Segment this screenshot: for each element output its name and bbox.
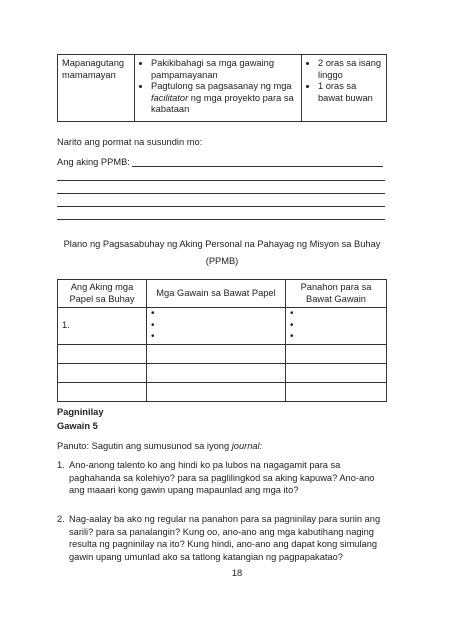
bullet: • <box>151 319 155 331</box>
italic-term: facilitator <box>151 92 189 103</box>
answer-line <box>57 219 385 220</box>
ppmb-label: Ang aking PPMB: <box>57 157 130 167</box>
question-2 <box>57 513 387 563</box>
activity-bullets-cell <box>147 308 286 345</box>
list-item: • 1 oras sa bawat buwan <box>318 81 382 104</box>
activity-title: Gawain 5 <box>57 421 98 431</box>
bullet: • <box>151 308 155 319</box>
times-list <box>306 58 382 104</box>
activities-cell <box>135 55 302 122</box>
answer-line <box>57 193 385 194</box>
answer-line <box>57 180 385 181</box>
plan-title: Plano ng Pagsasabuhay ng Aking Personal na Pahayag ng Misyon sa Buhay (PPMB) <box>63 239 381 266</box>
table-row <box>58 308 387 345</box>
row-number-cell: 1. <box>58 308 147 345</box>
time-bullets-cell <box>286 308 387 345</box>
bullet: • <box>290 319 294 331</box>
question-1 <box>57 459 387 497</box>
table-header-row <box>58 280 387 308</box>
list-item: • Pagtulong sa pagsasanay ng mga facilitator ng mga proyekto para sa kabataan <box>151 81 297 116</box>
question-number: 1. <box>57 460 65 470</box>
bullet: • <box>290 308 294 319</box>
table-row <box>58 345 387 364</box>
activities-list <box>139 58 297 116</box>
format-intro: Narito ang pormat na susundin mo: <box>57 137 203 147</box>
table-row <box>58 364 387 383</box>
list-item: • 2 oras sa isang linggo <box>318 58 382 81</box>
ppmb-answer-line <box>132 166 383 167</box>
question-number: 2. <box>57 514 65 524</box>
roles-table <box>57 54 387 122</box>
bullet: • <box>151 331 155 342</box>
bullet: • <box>290 331 294 342</box>
column-header: Mga Gawain sa Bawat Papel <box>147 280 286 308</box>
question-text: Ano-anong talento ko ang hindi ko pa lubos na nagagamit para sa paghahanda sa kolehiyo? para sa paglilingkod sa aking kapuwa? Ano-ano ang maaari kong gawin upang mapaunlad ang mga ito? <box>69 460 375 495</box>
role-cell: Mapanagutang mamamayan <box>58 55 135 122</box>
plan-table <box>57 279 387 402</box>
answer-line <box>57 206 385 207</box>
instructions: Panuto: Sagutin ang sumusunod sa iyong journal: <box>57 441 263 451</box>
table-row <box>58 55 387 122</box>
section-title: Pagninilay <box>57 407 104 417</box>
page-number: 18 <box>231 568 243 578</box>
question-text: Nag-aalay ba ako ng regular na panahon para sa pagninilay para suriin ang sarili? para sa panalangin? Kung oo, ano-ano ang mga kabutihang naging resulta ng pagninilay na ito? Kung hindi, ano-ano ang dapat kong simulang gawin upang umunlad ako sa tatlong katangian ng pagpapakatao? <box>69 514 381 562</box>
times-cell <box>302 55 387 122</box>
list-item: • Pakikibahagi sa mga gawaing pampamayanan <box>151 58 297 81</box>
table-row <box>58 383 387 402</box>
column-header: Panahon para sa Bawat Gawain <box>286 280 387 308</box>
column-header: Ang Aking mga Papel sa Buhay <box>58 280 147 308</box>
